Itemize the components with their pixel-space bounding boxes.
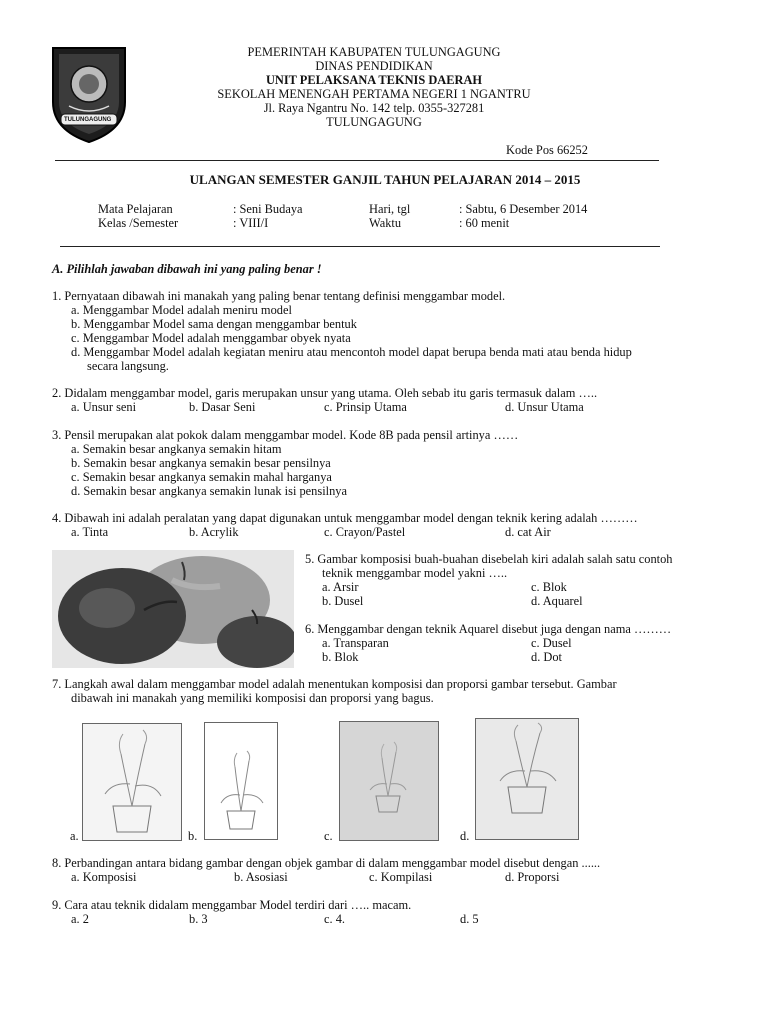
q7-option-c: c. <box>324 829 333 843</box>
q6-option-b: b. Blok <box>322 650 359 664</box>
header-divider <box>55 160 659 161</box>
q7-option-a: a. <box>70 829 79 843</box>
q9-option-c: c. 4. <box>324 912 345 926</box>
q3-option-a: a. Semakin besar angkanya semakin hitam <box>71 442 282 456</box>
q2-option-c: c. Prinsip Utama <box>324 400 407 414</box>
q8-option-d: d. Proporsi <box>505 870 560 884</box>
day-label: Hari, tgl <box>369 202 411 216</box>
header-line-1: PEMERINTAH KABUPATEN TULUNGAGUNG <box>247 45 501 59</box>
header-line-6: TULUNGAGUNG <box>326 115 422 129</box>
q7-plant-sketch-d <box>475 718 579 840</box>
info-divider <box>60 246 660 247</box>
q7-option-d: d. <box>460 829 470 843</box>
question-4: 4. Dibawah ini adalah peralatan yang dapat digunakan untuk menggambar model dengan teknik kering adalah ……… <box>52 511 638 525</box>
q3-option-d: d. Semakin besar angkanya semakin lunak isi pensilnya <box>71 484 347 498</box>
q8-option-b: b. Asosiasi <box>234 870 288 884</box>
q7-plant-sketch-c <box>339 721 439 841</box>
q1-option-a: a. Menggambar Model adalah meniru model <box>71 303 292 317</box>
q8-option-c: c. Kompilasi <box>369 870 433 884</box>
q9-option-d: d. 5 <box>460 912 479 926</box>
day-value: : Sabtu, 6 Desember 2014 <box>459 202 588 216</box>
q1-option-d-cont: secara langsung. <box>87 359 169 373</box>
q6-option-a: a. Transparan <box>322 636 389 650</box>
exam-title: ULANGAN SEMESTER GANJIL TAHUN PELAJARAN 2014 – 2015 <box>189 172 581 187</box>
q3-option-c: c. Semakin besar angkanya semakin mahal harganya <box>71 470 332 484</box>
subject-value: : Seni Budaya <box>233 202 303 216</box>
logo-text: TULUNGAGUNG <box>64 117 112 123</box>
q4-option-c: c. Crayon/Pastel <box>324 525 406 539</box>
section-a-instruction: A. Pilihlah jawaban dibawah ini yang paling benar ! <box>52 262 322 276</box>
fruit-watercolor-image <box>52 550 294 668</box>
q2-option-d: d. Unsur Utama <box>505 400 584 414</box>
question-2: 2. Didalam menggambar model, garis merupakan unsur yang utama. Oleh sebab itu garis termasuk dalam ….. <box>52 386 598 400</box>
q4-option-a: a. Tinta <box>71 525 109 539</box>
q7-option-b: b. <box>188 829 198 843</box>
q7-plant-sketch-b <box>204 722 278 840</box>
question-8: 8. Perbandingan antara bidang gambar dengan objek gambar di dalam menggambar model disebut dengan ...... <box>52 856 601 870</box>
q9-option-a: a. 2 <box>71 912 89 926</box>
q5-option-c: c. Blok <box>531 580 567 594</box>
question-1: 1. Pernyataan dibawah ini manakah yang paling benar tentang definisi menggambar model. <box>52 289 506 303</box>
q5-option-b: b. Dusel <box>322 594 364 608</box>
class-value: : VIII/I <box>233 216 269 230</box>
q7-plant-sketch-a <box>82 723 182 841</box>
question-7-cont: dibawah ini manakah yang memiliki komposisi dan proporsi yang bagus. <box>71 691 434 705</box>
q2-option-b: b. Dasar Seni <box>189 400 256 414</box>
q5-option-d: d. Aquarel <box>531 594 583 608</box>
q8-option-a: a. Komposisi <box>71 870 137 884</box>
regency-logo <box>47 44 131 144</box>
header-line-5: Jl. Raya Ngantru No. 142 telp. 0355-327281 <box>263 101 485 115</box>
question-3: 3. Pensil merupakan alat pokok dalam menggambar model. Kode 8B pada pensil artinya …… <box>52 428 519 442</box>
postal-code: Kode Pos 66252 <box>506 143 588 157</box>
header-line-4: SEKOLAH MENENGAH PERTAMA NEGERI 1 NGANTRU <box>217 87 531 101</box>
q1-option-b: b. Menggambar Model sama dengan menggambar bentuk <box>71 317 357 331</box>
header-line-2: DINAS PENDIDIKAN <box>315 59 433 73</box>
subject-label: Mata Pelajaran <box>98 202 173 216</box>
q2-option-a: a. Unsur seni <box>71 400 137 414</box>
class-label: Kelas /Semester <box>98 216 179 230</box>
question-5: 5. Gambar komposisi buah-buahan disebelah kiri adalah salah satu contoh <box>305 552 673 566</box>
q4-option-d: d. cat Air <box>505 525 551 539</box>
question-7: 7. Langkah awal dalam menggambar model adalah menentukan komposisi dan proporsi gambar tersebut. Gambar <box>52 677 617 691</box>
question-6: 6. Menggambar dengan teknik Aquarel disebut juga dengan nama ……… <box>305 622 672 636</box>
q1-option-d: d. Menggambar Model adalah kegiatan meniru atau mencontoh model dapat berupa benda mati atau benda hidup <box>71 345 632 359</box>
question-5-cont: teknik menggambar model yakni ….. <box>322 566 508 580</box>
q9-option-b: b. 3 <box>189 912 208 926</box>
q6-option-c: c. Dusel <box>531 636 572 650</box>
time-value: : 60 menit <box>459 216 510 230</box>
q6-option-d: d. Dot <box>531 650 562 664</box>
time-label: Waktu <box>369 216 402 230</box>
question-9: 9. Cara atau teknik didalam menggambar Model terdiri dari ….. macam. <box>52 898 412 912</box>
q1-option-c: c. Menggambar Model adalah menggambar obyek nyata <box>71 331 351 345</box>
q5-option-a: a. Arsir <box>322 580 359 594</box>
header-line-3: UNIT PELAKSANA TEKNIS DAERAH <box>265 73 483 87</box>
q4-option-b: b. Acrylik <box>189 525 239 539</box>
q3-option-b: b. Semakin besar angkanya semakin besar pensilnya <box>71 456 331 470</box>
